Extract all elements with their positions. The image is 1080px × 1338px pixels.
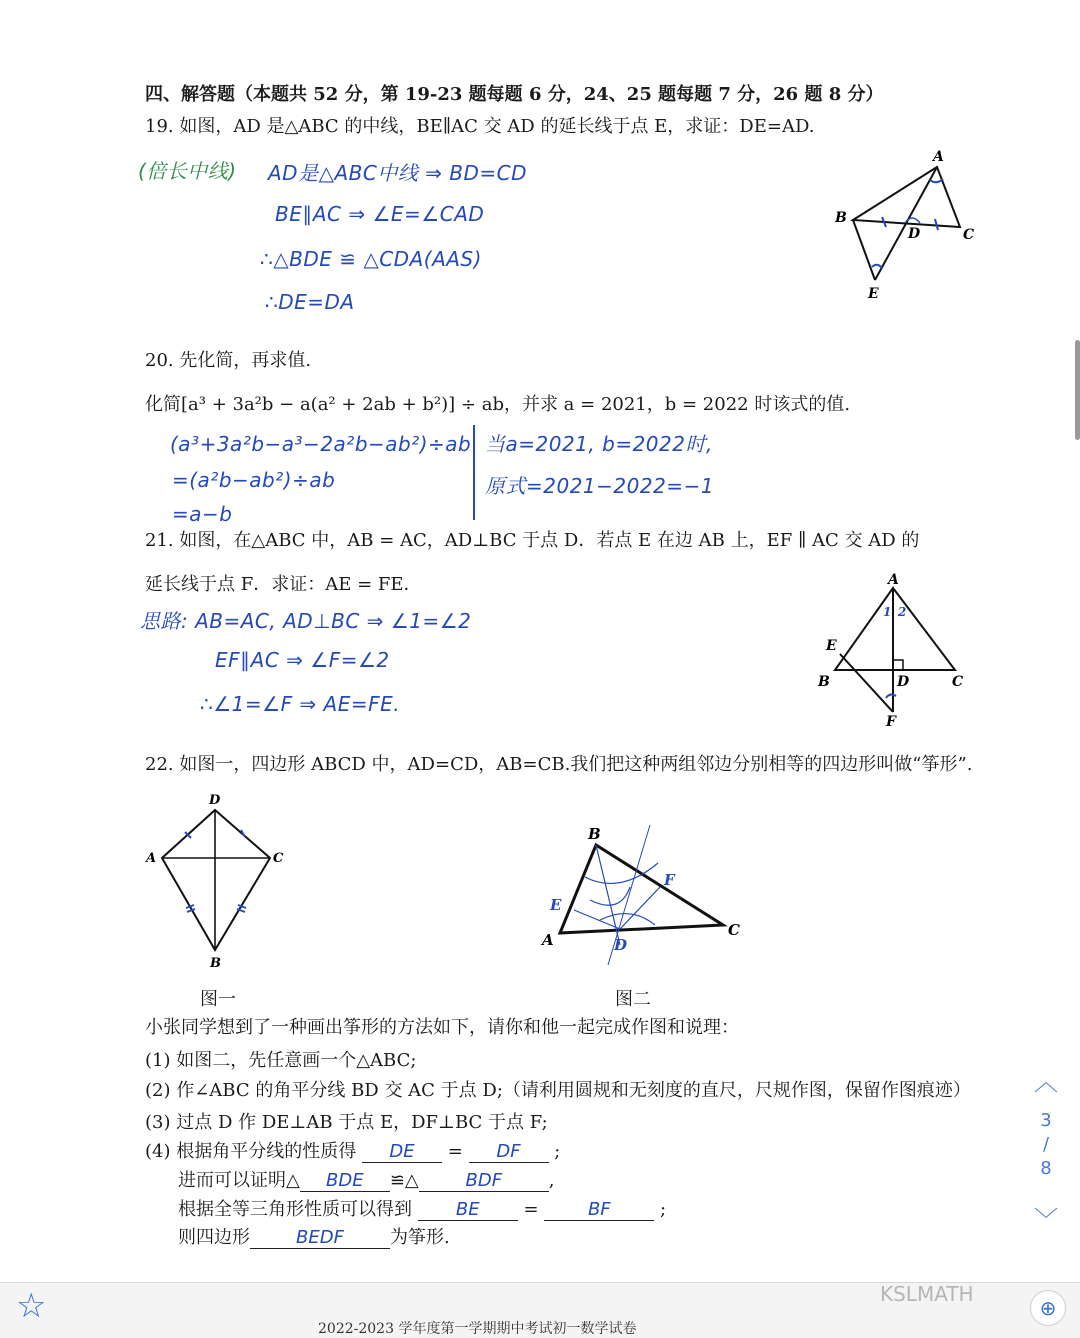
blank-3 xyxy=(300,1170,390,1192)
q22-text: 22. 如图一，四边形 ABCD 中，AD=CD，AB=CB.我们把这种两组邻边分别相等的四边形叫做“筝形”. xyxy=(145,754,973,775)
q21-angle-2: 2 xyxy=(898,605,907,619)
q21-label-f: F xyxy=(886,714,896,730)
q22-fig1-caption: 图一 xyxy=(200,989,236,1010)
blank-1-value: DE xyxy=(389,1141,415,1162)
q20-left-1: (a³+3a²b−a³−2a²b−ab²)÷ab xyxy=(170,432,472,456)
q19-label-a: A xyxy=(933,149,944,165)
q21-angle-1: 1 xyxy=(883,605,892,619)
blank-2-value: DF xyxy=(496,1141,521,1162)
q22-fig2-label-d: D xyxy=(614,936,628,954)
q22-step4-a: (4) 根据角平分线的性质得 xyxy=(145,1141,357,1162)
blank-7-value: BEDF xyxy=(296,1227,344,1248)
q19-line2: BE∥AC ⇒ ∠E=∠CAD xyxy=(275,202,485,226)
q22-intro: 小张同学想到了一种画出筝形的方法如下，请你和他一起完成作图和说理： xyxy=(145,1017,739,1038)
blank-6-value: BF xyxy=(587,1199,611,1220)
q22-fig1-label-d: D xyxy=(209,793,221,808)
q20-divider xyxy=(473,425,475,520)
footer-text: 2022-2023 学年度第一学期期中考试初一数学试卷 xyxy=(318,1321,637,1337)
q19-label-d: D xyxy=(908,226,921,242)
q21-label-b: B xyxy=(818,674,830,690)
q22-step3: (3) 过点 D 作 DE⊥AB 于点 E，DF⊥BC 于点 F; xyxy=(145,1112,548,1133)
q22-step4-e: 为筝形. xyxy=(390,1227,450,1248)
q22-step1: (1) 如图二，先任意画一个△ABC; xyxy=(145,1050,417,1071)
q20-right-2: 原式=2021−2022=−1 xyxy=(485,474,715,498)
chevron-down-icon[interactable]: ﹀ xyxy=(1034,1206,1058,1234)
blank-6 xyxy=(544,1199,654,1221)
blank-4-value: BDF xyxy=(465,1170,503,1191)
q19-text: 19. 如图，AD 是△ABC 的中线，BE∥AC 交 AD 的延长线于点 E，求证：DE=AD. xyxy=(145,116,815,137)
blank-7 xyxy=(250,1227,390,1249)
q22-step4-line1 xyxy=(145,1137,560,1163)
section-title: 四、解答题（本题共 52 分，第 19-23 题每题 6 分，24、25 题每题 7 分，26 题 8 分） xyxy=(145,84,884,105)
q22-fig2-caption: 图二 xyxy=(615,989,651,1010)
q22-figure1 xyxy=(140,790,300,975)
q21-text2: 延长线于点 F．求证：AE = FE． xyxy=(145,574,422,595)
q22-cong: ≌△ xyxy=(389,1170,419,1191)
blank-2 xyxy=(469,1141,549,1163)
page-separator: / xyxy=(1042,1134,1050,1155)
q20-left-2: =(a²b−ab²)÷ab xyxy=(172,468,336,492)
q22-fig1-label-b: B xyxy=(210,956,221,971)
q22-step4-b: 进而可以证明△ xyxy=(178,1170,300,1191)
q19-label-b: B xyxy=(835,210,847,226)
q22-fig2-label-f: F xyxy=(664,871,675,889)
q21-line3: ∴∠1=∠F ⇒ AE=FE. xyxy=(200,692,401,716)
q22-step4-line2 xyxy=(178,1166,555,1192)
q20-prompt: 化简[a³ + 3a²b − a(a² + 2ab + b²)] ÷ ab，并求 a = 2021，b = 2022 时该式的值. xyxy=(145,394,851,415)
q20-right-1: 当a=2021, b=2022时, xyxy=(485,432,713,456)
q22-step4-d: 则四边形 xyxy=(178,1227,250,1248)
q22-step4-eq1: = xyxy=(447,1141,463,1162)
blank-4 xyxy=(419,1170,549,1192)
q22-figure2 xyxy=(530,815,750,980)
q21-figure xyxy=(810,570,980,730)
q19-note: (倍长中线) xyxy=(138,159,237,183)
q21-text1: 21. 如图，在△ABC 中，AB = AC，AD⊥BC 于点 D．若点 E 在边 AB 上，EF ∥ AC 交 AD 的 xyxy=(145,530,920,551)
chevron-up-icon[interactable]: ︿ xyxy=(1034,1068,1058,1096)
q22-fig2-label-e: E xyxy=(550,896,562,914)
q21-label-d: D xyxy=(897,674,910,690)
q22-step4-line3 xyxy=(178,1195,666,1221)
q21-line1: 思路: AB=AC, AD⊥BC ⇒ ∠1=∠2 xyxy=(140,609,472,633)
blank-5 xyxy=(418,1199,518,1221)
q22-step4-c: 根据全等三角形性质可以得到 xyxy=(178,1199,412,1220)
q21-label-c: C xyxy=(952,674,964,690)
q19-label-c: C xyxy=(963,227,975,243)
scrollbar[interactable] xyxy=(1075,340,1080,440)
q22-step4-line4 xyxy=(178,1223,450,1249)
q20-title: 20. 先化简，再求值. xyxy=(145,350,312,371)
watermark: KSLMATH xyxy=(880,1282,974,1306)
page-total: 8 xyxy=(1040,1158,1052,1179)
q19-figure xyxy=(820,145,1000,305)
q22-fig1-label-c: C xyxy=(273,851,284,866)
q21-label-a: A xyxy=(888,572,899,588)
q21-label-e: E xyxy=(826,638,837,654)
q21-line2: EF∥AC ⇒ ∠F=∠2 xyxy=(215,648,390,672)
q19-line4: ∴DE=DA xyxy=(265,290,355,314)
blank-1 xyxy=(362,1141,442,1163)
q22-fig2-label-b: B xyxy=(588,825,601,843)
q19-label-e: E xyxy=(868,286,879,302)
page-current: 3 xyxy=(1040,1110,1052,1131)
zoom-in-icon[interactable]: ⊕ xyxy=(1030,1290,1066,1326)
q22-step2: (2) 作∠ABC 的角平分线 BD 交 AC 于点 D;（请利用圆规和无刻度的直尺，尺规作图，保留作图痕迹） xyxy=(145,1080,971,1101)
q20-left-3: =a−b xyxy=(172,502,233,526)
q19-line1: AD是△ABC中线 ⇒ BD=CD xyxy=(268,161,528,185)
q22-step4-semi1: ; xyxy=(554,1141,561,1162)
q22-step4-eq2: = xyxy=(523,1199,539,1220)
q22-fig2-label-c: C xyxy=(728,921,740,939)
star-icon[interactable]: ☆ xyxy=(16,1286,47,1326)
blank-5-value: BE xyxy=(455,1199,480,1220)
q19-line3: ∴△BDE ≌ △CDA(AAS) xyxy=(260,247,482,271)
q22-fig1-label-a: A xyxy=(146,851,157,866)
blank-3-value: BDE xyxy=(326,1170,364,1191)
q22-fig2-label-a: A xyxy=(542,931,554,949)
q22-comma: , xyxy=(548,1170,555,1191)
q22-step4-semi2: ; xyxy=(660,1199,667,1220)
